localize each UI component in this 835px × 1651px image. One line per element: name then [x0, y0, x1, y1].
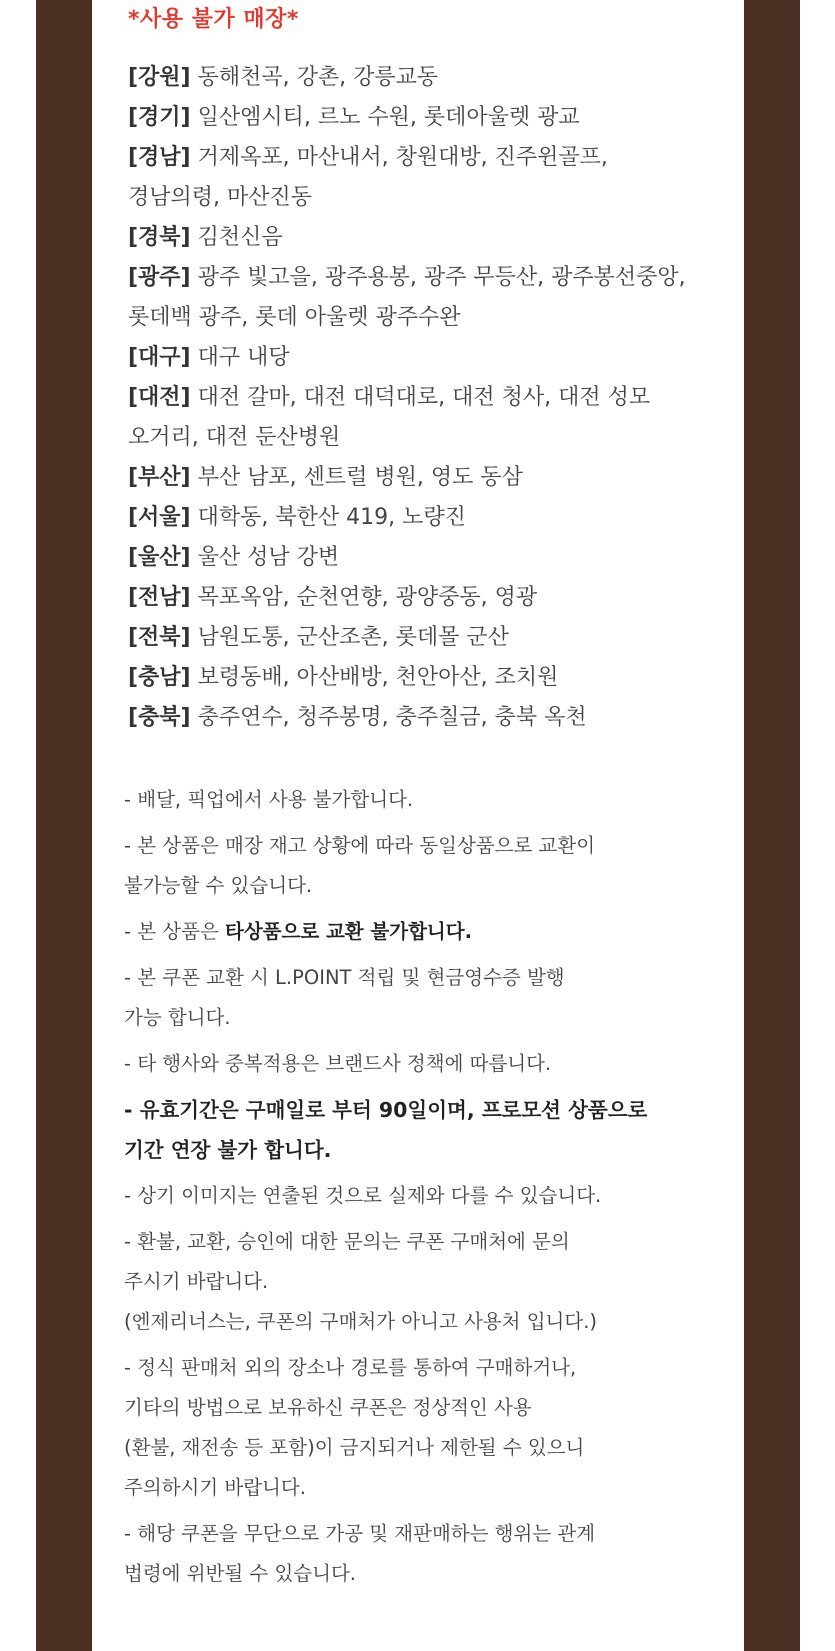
note-image-disclaimer — [124, 1176, 724, 1216]
note-line: 법령에 위반될 수 있습니다. — [124, 1562, 357, 1585]
region-chungnam — [128, 658, 728, 698]
region-tag: [울산] — [128, 545, 191, 570]
left-border — [36, 0, 92, 1651]
note-line: 주의하시기 바랍니다. — [124, 1476, 306, 1499]
region-tag: [강원] — [128, 65, 191, 90]
region-stores: 대구 내당 — [197, 345, 290, 370]
region-daejeon-cont — [128, 418, 728, 458]
region-tag: [광주] — [128, 265, 191, 290]
note-unofficial-purchase — [124, 1348, 724, 1508]
note-line: - 타 행사와 중복적용은 브랜드사 정책에 따릅니다. — [124, 1052, 552, 1075]
note-line: - 해당 쿠폰을 무단으로 가공 및 재판매하는 행위는 관계 — [124, 1522, 596, 1545]
region-daegu — [128, 338, 728, 378]
unavailable-stores-heading: *사용 불가 매장* — [128, 7, 299, 32]
note-line: (환불, 재전송 등 포함)이 금지되거나 제한될 수 있으니 — [124, 1436, 585, 1459]
note-line: - 본 쿠폰 교환 시 L.POINT 적립 및 현금영수증 발행 — [124, 966, 565, 989]
note-line: 주시기 바랍니다. — [124, 1270, 269, 1293]
region-stores: 일산엠시티, 르노 수원, 롯데아울렛 광교 — [197, 105, 580, 130]
region-gyeongbuk — [128, 218, 728, 258]
region-tag: [서울] — [128, 505, 191, 530]
notice-content — [92, 0, 744, 1651]
note-refund-inquiry — [124, 1222, 724, 1342]
note-line: - 상기 이미지는 연출된 것으로 실제와 다를 수 있습니다. — [124, 1184, 602, 1207]
region-gwangju — [128, 258, 728, 298]
note-bold-text: 타상품으로 교환 불가합니다. — [224, 920, 473, 943]
note-lpoint — [124, 958, 724, 1038]
region-stores: 거제옥포, 마산내서, 창원대방, 진주윈골프, — [197, 145, 608, 170]
note-line: - 정식 판매처 외의 장소나 경로를 통하여 구매하거나, — [124, 1356, 577, 1379]
note-line: (엔제리너스는, 쿠폰의 구매처가 아니고 사용처 입니다.) — [124, 1310, 598, 1333]
region-seoul — [128, 498, 728, 538]
region-tag: [경남] — [128, 145, 191, 170]
note-exchange — [124, 912, 724, 952]
note-line: 불가능할 수 있습니다. — [124, 874, 313, 897]
note-delivery — [124, 780, 724, 820]
note-stock — [124, 826, 724, 906]
region-gangwon — [128, 58, 728, 98]
note-line: 기타의 방법으로 보유하신 쿠폰은 정상적인 사용 — [124, 1396, 532, 1419]
notice-list — [124, 780, 724, 1600]
region-stores: 김천신음 — [197, 225, 283, 250]
region-daejeon — [128, 378, 728, 418]
region-ulsan — [128, 538, 728, 578]
region-gyeongnam-cont — [128, 178, 728, 218]
region-stores: 보령동배, 아산배방, 천안아산, 조치원 — [197, 665, 559, 690]
note-validity — [124, 1090, 724, 1170]
region-tag: [대전] — [128, 385, 191, 410]
region-list — [128, 58, 728, 738]
region-tag: [전북] — [128, 625, 191, 650]
note-line: - 배달, 픽업에서 사용 불가합니다. — [124, 788, 414, 811]
region-stores: 대전 갈마, 대전 대덕대로, 대전 청사, 대전 성모 — [197, 385, 651, 410]
region-stores: 충주연수, 청주봉명, 충주칠금, 충북 옥천 — [197, 705, 587, 730]
note-line: - 유효기간은 구매일로 부터 90일이며, 프로모션 상품으로 — [124, 1098, 648, 1122]
note-line: - 환불, 교환, 승인에 대한 문의는 쿠폰 구매처에 문의 — [124, 1230, 570, 1253]
note-text: - 본 상품은 — [124, 920, 225, 943]
region-tag: [충북] — [128, 705, 191, 730]
region-tag: [부산] — [128, 465, 191, 490]
region-gyeonggi — [128, 98, 728, 138]
note-line: - 본 상품은 매장 재고 상황에 따라 동일상품으로 교환이 — [124, 834, 596, 857]
region-gwangju-cont — [128, 298, 728, 338]
region-tag: [경북] — [128, 225, 191, 250]
note-line: 기간 연장 불가 합니다. — [124, 1138, 332, 1162]
note-promotion-policy — [124, 1044, 724, 1084]
region-tag: [충남] — [128, 665, 191, 690]
region-stores: 대학동, 북한산 419, 노량진 — [197, 505, 466, 530]
region-chungbuk — [128, 698, 728, 738]
region-jeonnam — [128, 578, 728, 618]
region-stores: 동해천곡, 강촌, 강릉교동 — [197, 65, 439, 90]
region-stores: 오거리, 대전 둔산병원 — [128, 425, 341, 450]
note-resale — [124, 1514, 724, 1594]
region-jeonbuk — [128, 618, 728, 658]
right-border — [744, 0, 800, 1651]
region-stores: 남원도통, 군산조촌, 롯데몰 군산 — [197, 625, 509, 650]
note-line: 가능 합니다. — [124, 1006, 231, 1029]
region-stores: 광주 빛고을, 광주용봉, 광주 무등산, 광주봉선중앙, — [197, 265, 686, 290]
region-tag: [전남] — [128, 585, 191, 610]
region-stores: 부산 남포, 센트럴 병원, 영도 동삼 — [197, 465, 523, 490]
region-tag: [대구] — [128, 345, 191, 370]
note-line — [124, 912, 724, 952]
region-tag: [경기] — [128, 105, 191, 130]
region-stores: 롯데백 광주, 롯데 아울렛 광주수완 — [128, 305, 461, 330]
region-stores: 울산 성남 강변 — [197, 545, 340, 570]
region-stores: 목포옥암, 순천연향, 광양중동, 영광 — [197, 585, 538, 610]
region-stores: 경남의령, 마산진동 — [128, 185, 313, 210]
region-busan — [128, 458, 728, 498]
region-gyeongnam — [128, 138, 728, 178]
